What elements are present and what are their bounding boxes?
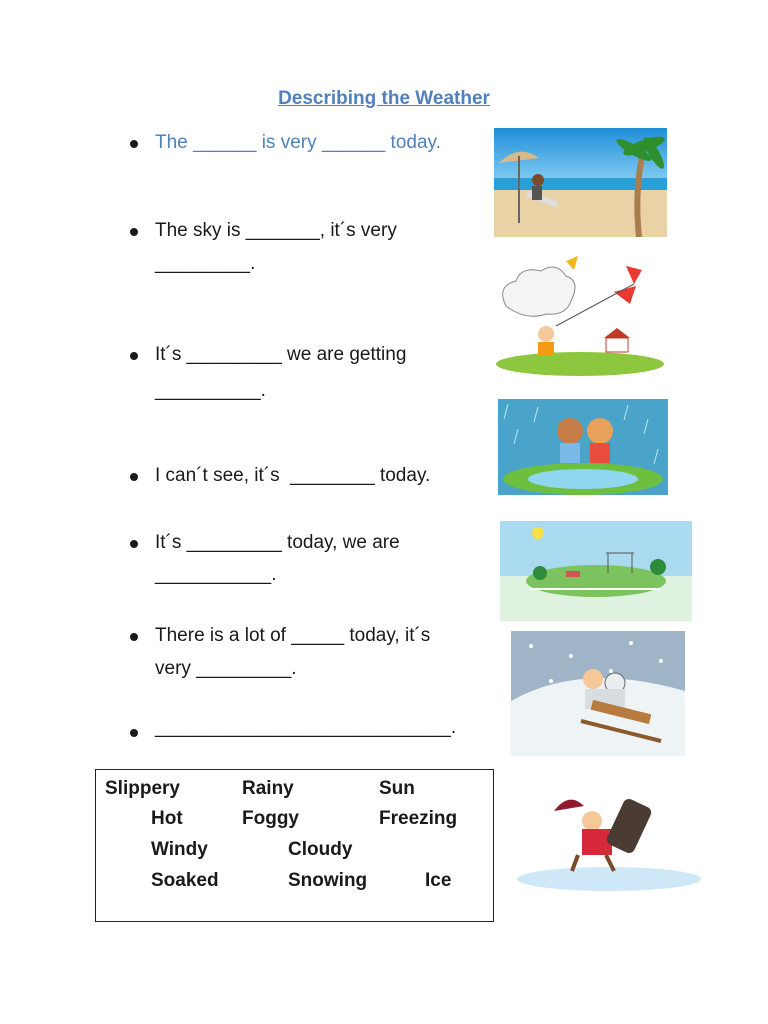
sentence-5-line-1: It´s _________ today, we are: [155, 532, 400, 553]
sentence-6-line-2: very _________.: [155, 658, 297, 679]
word-bank-item: Freezing: [379, 808, 458, 829]
word-bank-item: Foggy: [242, 808, 299, 829]
word-bank-item: Slippery: [105, 778, 180, 799]
word-bank-item: Cloudy: [288, 839, 353, 860]
sentence-1-line-1: The ______ is very ______ today.: [155, 132, 441, 153]
word-bank-item: Soaked: [151, 870, 219, 891]
bullet: [130, 228, 138, 236]
word-bank-item: Ice: [425, 870, 452, 891]
slippery-ice-image: [514, 781, 704, 905]
bullet: [130, 540, 138, 548]
rainy-puddle-image: [498, 399, 668, 495]
sentence-3-line-2: __________.: [155, 380, 266, 401]
word-bank-item: Hot: [151, 808, 183, 829]
word-bank-item: Rainy: [242, 778, 294, 799]
sentence-7-line-1: ____________________________.: [155, 717, 457, 738]
bullet: [130, 473, 138, 481]
sunny-park-image: [500, 521, 692, 621]
sentence-4-line-1: I can´t see, it´s ________ today.: [155, 465, 431, 486]
bullet: [130, 140, 138, 148]
word-bank-item: Sun: [379, 778, 415, 799]
sentence-6-line-1: There is a lot of _____ today, it´s: [155, 625, 431, 646]
bullet: [130, 352, 138, 360]
word-bank-item: Windy: [151, 839, 208, 860]
sentence-2-line-1: The sky is _______, it´s very: [155, 220, 397, 241]
snowing-sled-image: [511, 631, 685, 756]
sentence-5-line-2: ___________.: [155, 564, 277, 585]
worksheet-title: Describing the Weather: [278, 88, 490, 109]
sentence-2-line-2: _________.: [155, 253, 256, 274]
sentence-3-line-1: It´s _________ we are getting: [155, 344, 407, 365]
bullet: [130, 729, 138, 737]
beach-sunny-image: [494, 128, 667, 237]
windy-kite-image: [496, 256, 664, 376]
word-bank-item: Snowing: [288, 870, 368, 891]
bullet: [130, 633, 138, 641]
